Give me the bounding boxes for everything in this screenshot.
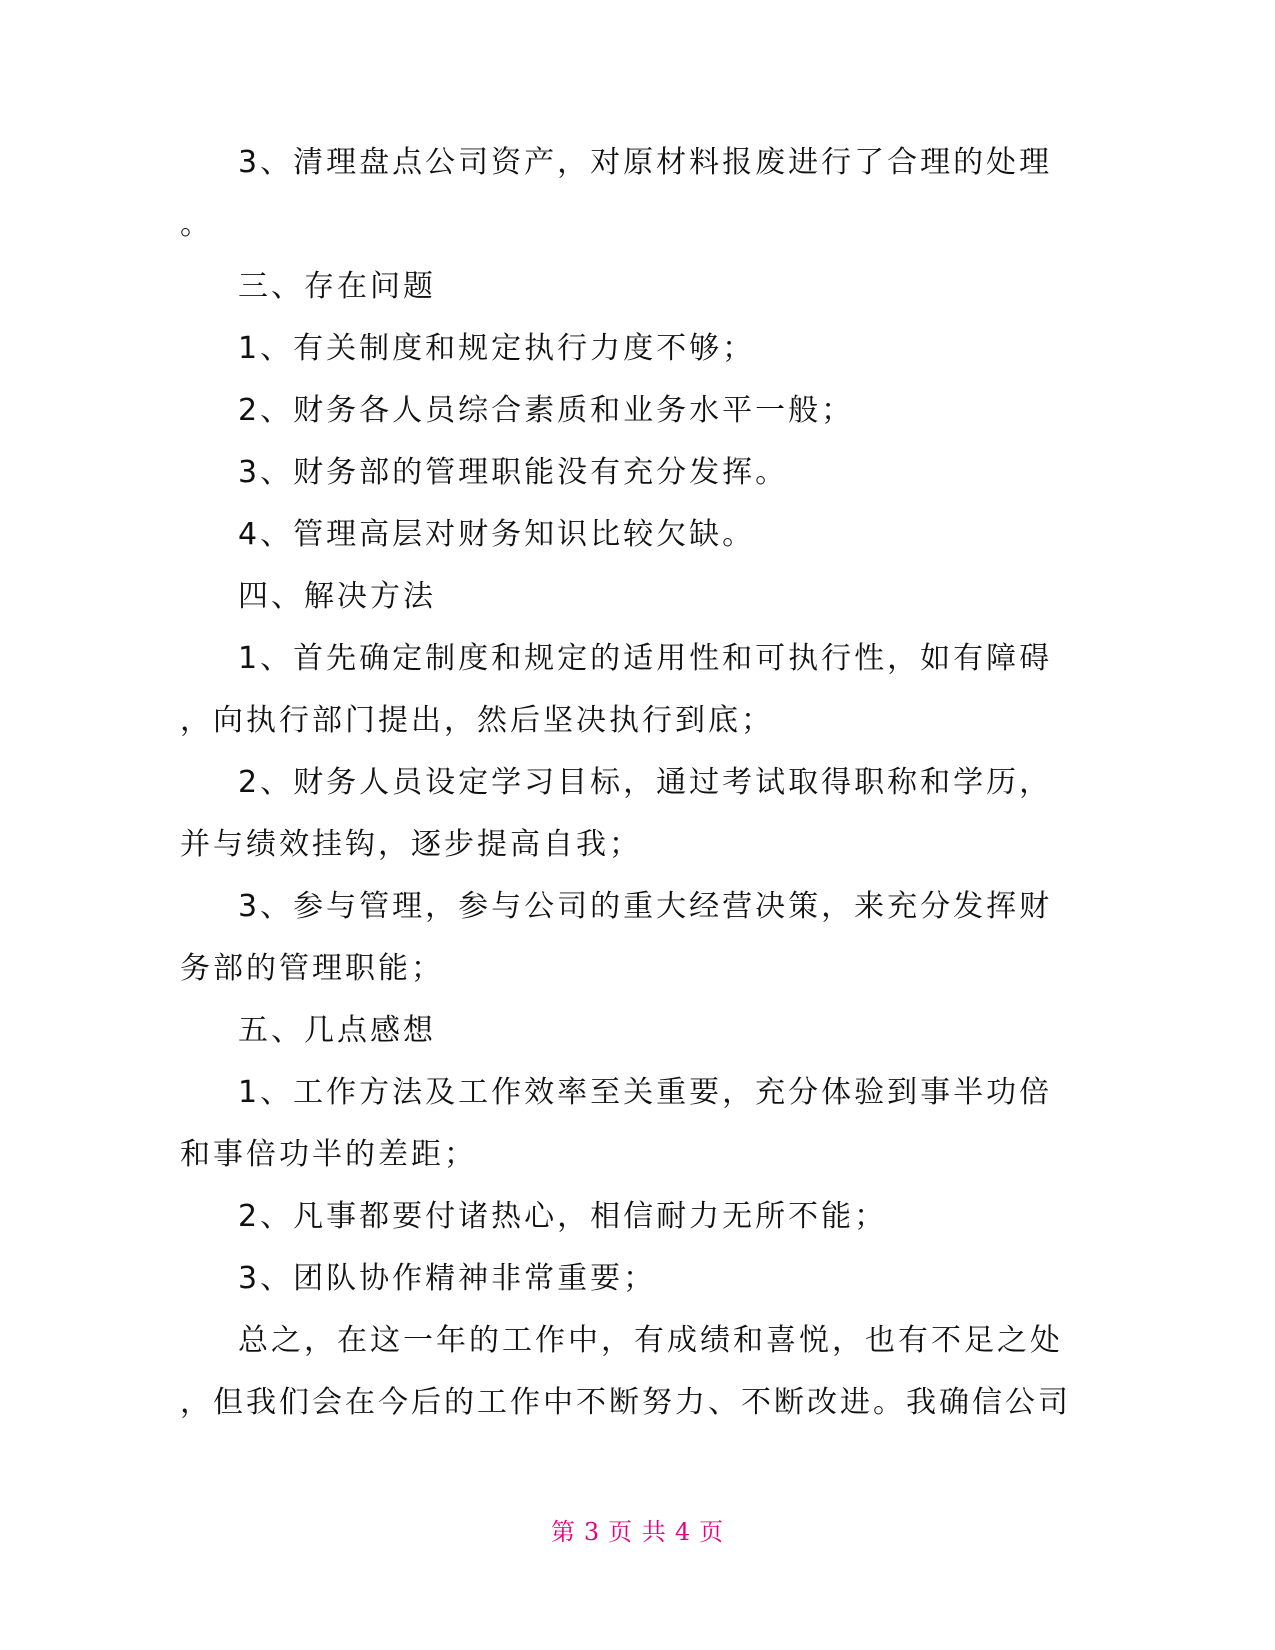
list-item: 4、管理高层对财务知识比较欠缺。	[238, 517, 756, 552]
section-heading: 五、几点感想	[238, 1013, 436, 1048]
list-item: 1、有关制度和规定执行力度不够；	[238, 331, 756, 366]
paragraph-line: 并与绩效挂钩，逐步提高自我；	[180, 827, 642, 862]
list-item: 2、财务人员设定学习目标，通过考试取得职称和学历，	[238, 765, 1053, 800]
list-item: 3、财务部的管理职能没有充分发挥。	[238, 455, 789, 490]
section-heading: 三、存在问题	[238, 269, 436, 304]
paragraph-line: ，向执行部门提出，然后坚决执行到底；	[180, 703, 774, 738]
paragraph-line: 和事倍功半的差距；	[180, 1137, 477, 1172]
page-footer	[0, 1512, 1275, 1547]
list-item: 2、财务各人员综合素质和业务水平一般；	[238, 393, 855, 428]
list-item: 1、工作方法及工作效率至关重要，充分体验到事半功倍	[238, 1075, 1053, 1110]
document-body	[180, 132, 1071, 1434]
paragraph-line: 务部的管理职能；	[180, 951, 444, 986]
paragraph-line: ，但我们会在今后的工作中不断努力、不断改进。我确信公司	[180, 1385, 1071, 1420]
footer-suffix: 页	[699, 1518, 725, 1546]
list-item: 1、首先确定制度和规定的适用性和可执行性，如有障碍	[238, 641, 1053, 676]
list-item: 3、团队协作精神非常重要；	[238, 1261, 657, 1296]
page-number: 3	[583, 1518, 601, 1546]
paragraph-line: 总之，在这一年的工作中，有成绩和喜悦，也有不足之处	[238, 1323, 1063, 1358]
list-item: 3、参与管理，参与公司的重大经营决策，来充分发挥财	[238, 889, 1053, 924]
page-total: 4	[674, 1518, 692, 1546]
footer-middle: 页 共	[608, 1518, 667, 1546]
footer-prefix: 第	[550, 1518, 576, 1546]
paragraph-line: 。	[180, 207, 213, 242]
section-heading: 四、解决方法	[238, 579, 436, 614]
list-item: 2、凡事都要付诸热心，相信耐力无所不能；	[238, 1199, 888, 1234]
paragraph-line: 3、清理盘点公司资产，对原材料报废进行了合理的处理	[238, 145, 1053, 180]
